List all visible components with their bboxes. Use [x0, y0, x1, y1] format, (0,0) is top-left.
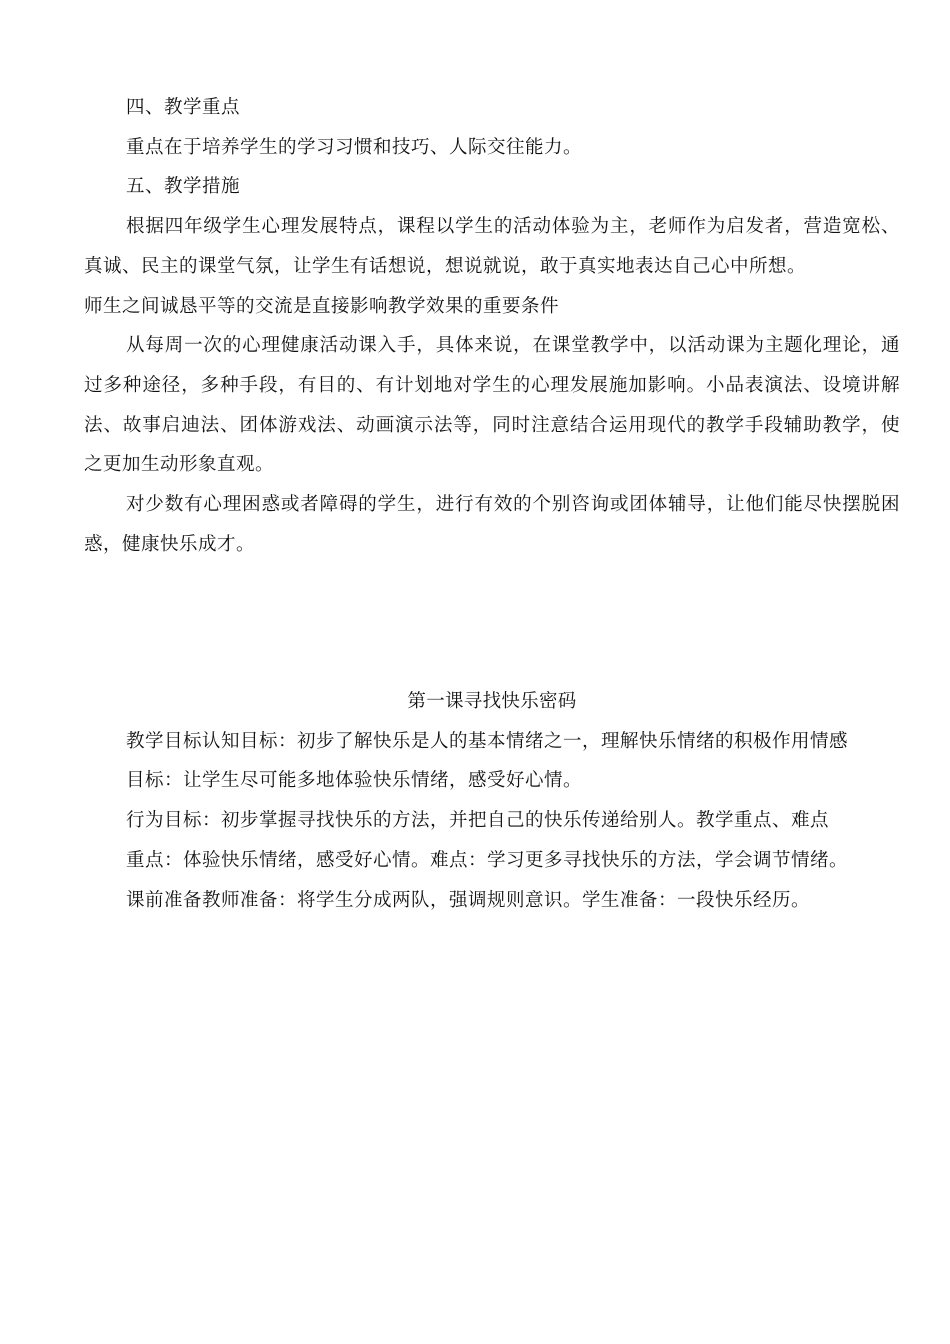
lesson-line-emotional-goal: 目标：让学生尽可能多地体验快乐情绪，感受好心情。 [126, 770, 583, 792]
paragraph-measures-1-tail: 师生之间诚恳平等的交流是直接影响教学效果的重要条件 [84, 295, 560, 317]
paragraph-measures-3: 对少数有心理困惑或者障碍的学生，进行有效的个别咨询或团体辅导，让他们能尽快摆脱困惑，健康快乐成才。 [84, 494, 900, 555]
lesson-details [84, 722, 900, 921]
heading-teaching-focus: 四、教学重点 [126, 97, 241, 118]
teaching-plan-section [84, 88, 900, 564]
lesson-line-preparation: 课前准备教师准备：将学生分成两队，强调规则意识。学生准备：一段快乐经历。 [126, 889, 811, 911]
lesson-line-cognitive-goal: 教学目标认知目标：初步了解快乐是人的基本情绪之一，理解快乐情绪的积极作用情感 [126, 730, 849, 752]
lesson-line-focus-difficulty: 重点：体验快乐情绪，感受好心情。难点：学习更多寻找快乐的方法，学会调节情绪。 [126, 849, 849, 871]
paragraph-teaching-focus: 重点在于培养学生的学习习惯和技巧、人际交往能力。 [126, 136, 583, 158]
paragraph-measures-2: 从每周一次的心理健康活动课入手，具体来说，在课堂教学中，以活动课为主题化理论，通过多种途径，多种手段，有目的、有计划地对学生的心理发展施加影响。小品表演法、设境讲解法、故事启迪法、团体游戏法、动画演示法等，同时注意结合运用现代的教学手段辅助教学，使之更加生动形象直观。 [84, 335, 900, 476]
lesson-section [84, 682, 900, 920]
paragraph-measures-1: 根据四年级学生心理发展特点，课程以学生的活动体验为主，老师作为启发者，营造宽松、真诚、民主的课堂气氛，让学生有话想说，想说就说，敢于真实地表达自己心中所想。 [84, 216, 900, 277]
lesson-line-behavior-goal: 行为目标：初步掌握寻找快乐的方法，并把自己的快乐传递给别人。教学重点、难点 [126, 810, 830, 832]
heading-teaching-measures: 五、教学措施 [126, 176, 241, 198]
lesson-title: 第一课寻找快乐密码 [407, 691, 577, 712]
